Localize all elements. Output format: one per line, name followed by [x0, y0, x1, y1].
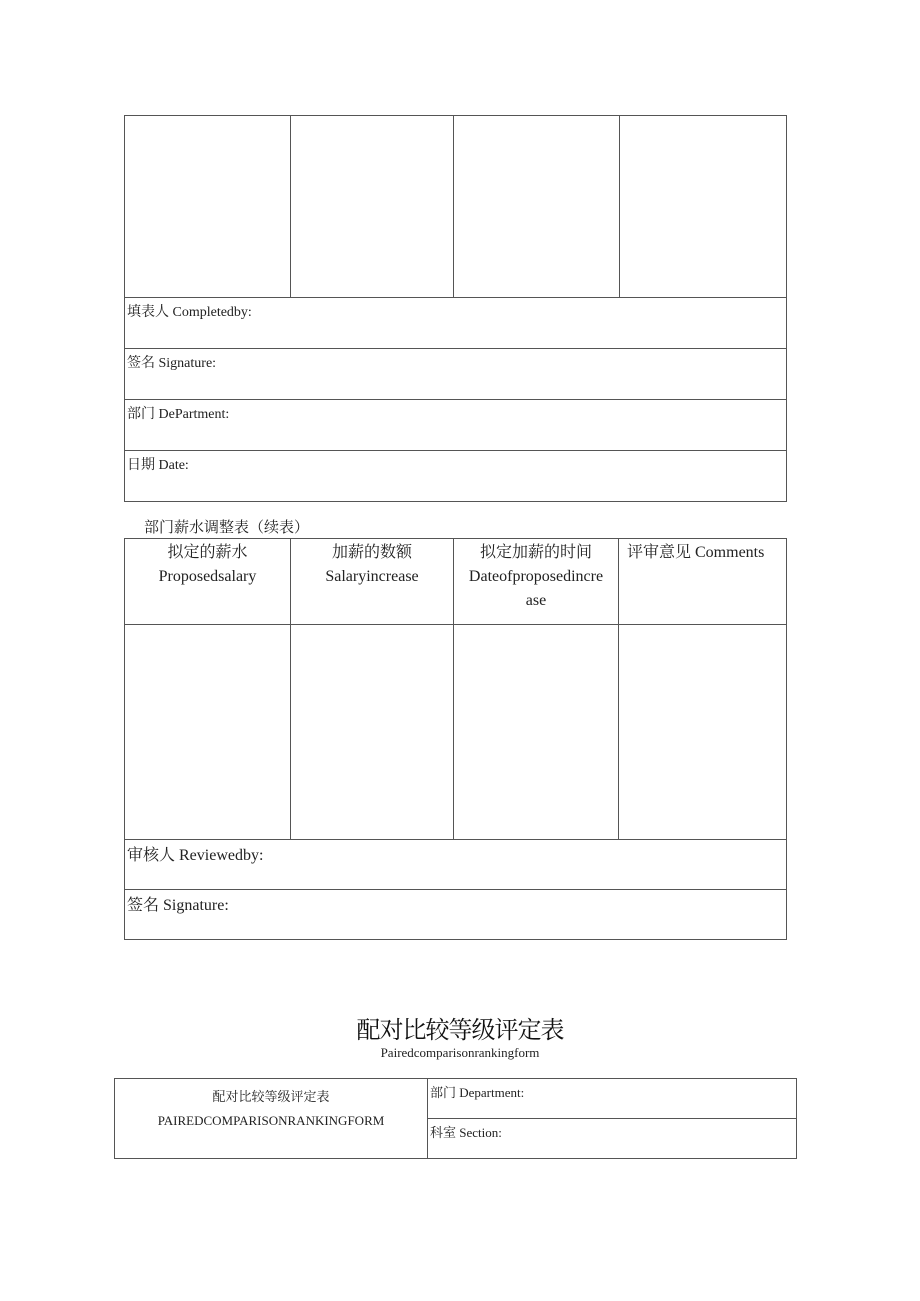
reviewed-by-field[interactable] — [125, 840, 787, 890]
signature-label: 签名 Signature: — [127, 356, 217, 371]
column-header-comments — [619, 539, 787, 625]
department-label: 部门 Department: — [430, 1085, 525, 1100]
signature-field[interactable] — [125, 349, 787, 400]
table-caption: 部门薪水调整表（续表） — [144, 520, 310, 536]
header-en: Dateofproposedincre — [468, 568, 604, 585]
header-en: Proposedsalary — [158, 568, 257, 585]
column-header-proposed-salary — [125, 539, 291, 625]
blank-cell[interactable] — [291, 625, 454, 840]
blank-cell[interactable] — [620, 116, 787, 298]
page-subtitle: Pairedcomparisonrankingform — [380, 1045, 540, 1060]
completed-by-field[interactable] — [125, 298, 787, 349]
date-field[interactable] — [125, 451, 787, 502]
header-en-wrap: ase — [525, 592, 547, 609]
header-cn: 拟定加薪的时间 — [479, 544, 592, 561]
header-en: Salaryincrease — [325, 568, 419, 585]
completed-by-label: 填表人 Completedby: — [127, 305, 252, 320]
column-header-date-of-increase — [454, 539, 619, 625]
date-label: 日期 Date: — [127, 458, 189, 473]
salary-adjustment-table-top — [124, 115, 787, 502]
department-label: 部门 DePartment: — [127, 407, 230, 422]
header-cn: 加薪的数额 — [331, 544, 412, 561]
form-title-cn: 配对比较等级评定表 — [212, 1089, 330, 1104]
blank-cell[interactable] — [125, 625, 291, 840]
salary-adjustment-table-continued — [124, 538, 787, 940]
blank-cell[interactable] — [619, 625, 787, 840]
column-header-salary-increase — [291, 539, 454, 625]
header-cn: 拟定的薪水 — [167, 544, 248, 561]
signature-label: 签名 Signature: — [127, 897, 229, 914]
section-label: 科室 Section: — [430, 1125, 502, 1140]
form-title-cell — [115, 1079, 428, 1159]
blank-cell[interactable] — [125, 116, 291, 298]
header-text: 评审意见 Comments — [627, 544, 765, 561]
blank-cell[interactable] — [291, 116, 454, 298]
section-field[interactable] — [428, 1119, 797, 1159]
department-field[interactable] — [428, 1079, 797, 1119]
reviewed-by-label: 审核人 Reviewedby: — [127, 847, 264, 864]
page-title: 配对比较等级评定表 — [356, 1016, 564, 1044]
department-field[interactable] — [125, 400, 787, 451]
ranking-form-header-table — [114, 1078, 797, 1159]
blank-cell[interactable] — [454, 116, 620, 298]
signature-field[interactable] — [125, 890, 787, 940]
blank-cell[interactable] — [454, 625, 619, 840]
form-title-en: PAIREDCOMPARISONRANKINGFORM — [157, 1113, 385, 1128]
